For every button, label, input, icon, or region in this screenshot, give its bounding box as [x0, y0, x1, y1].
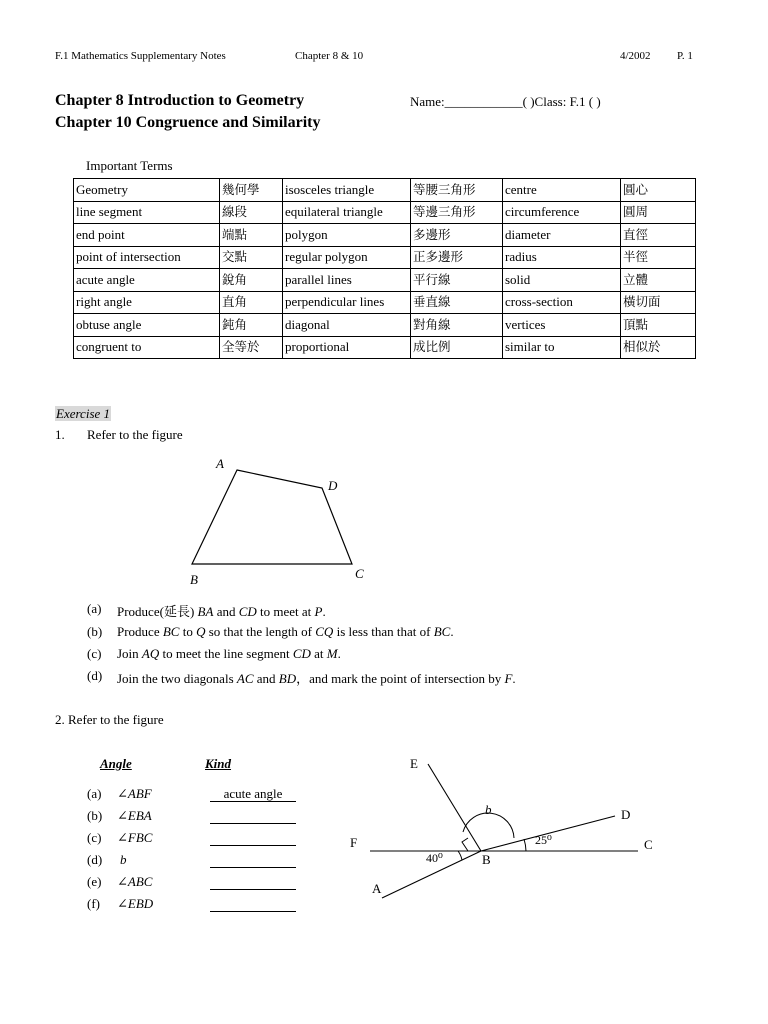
header-date: 4/2002	[620, 50, 651, 62]
term-chinese: 線段	[220, 201, 283, 224]
part-text-fragment: so that the length of	[205, 624, 316, 639]
vertex-label-b: B	[190, 572, 198, 587]
term-chinese: 圓周	[621, 201, 696, 224]
term-english: point of intersection	[74, 246, 220, 269]
q2-kind-blank[interactable]	[210, 830, 296, 846]
math-variable: Q	[196, 624, 206, 639]
math-variable: AQ	[141, 646, 160, 661]
part-text-fragment: and	[213, 604, 239, 619]
header-course: F.1 Mathematics Supplementary Notes	[55, 50, 226, 62]
q2-angle: ∠EBA	[117, 808, 152, 823]
point-label-d: D	[621, 807, 631, 822]
term-english: end point	[74, 224, 220, 247]
terms-caption: Important Terms	[86, 158, 173, 173]
term-chinese: 直角	[220, 291, 283, 314]
math-variable: F	[504, 671, 513, 686]
term-chinese: 圓心	[621, 179, 696, 202]
math-variable: CD	[238, 604, 257, 619]
part-text-fragment: Produce	[117, 624, 163, 639]
term-english: radius	[503, 246, 621, 269]
point-label-c: C	[644, 837, 653, 852]
q1-part-text	[117, 624, 454, 640]
part-text-fragment: Produce(	[117, 604, 164, 619]
term-chinese: 交點	[220, 246, 283, 269]
q1-prompt: Refer to the figure	[87, 427, 183, 442]
term-chinese: 半徑	[621, 246, 696, 269]
math-variable: P	[314, 604, 323, 619]
terms-table	[73, 178, 696, 359]
exercise1-label: Exercise 1	[56, 406, 111, 421]
point-label-f: F	[350, 835, 358, 850]
angle-label-b: b	[485, 802, 492, 817]
q1-part-label: (a)	[87, 601, 102, 616]
term-english: obtuse angle	[74, 314, 220, 337]
term-english: centre	[503, 179, 621, 202]
header-page: P. 1	[677, 50, 693, 62]
part-text-fragment: )	[189, 604, 198, 619]
q2-row-label: (d)	[87, 852, 103, 867]
terms-row	[74, 179, 696, 202]
term-english: diagonal	[283, 314, 411, 337]
part-text-fragment: .	[512, 671, 516, 686]
term-chinese: 端點	[220, 224, 283, 247]
part-text-fragment: to meet at	[256, 604, 315, 619]
term-chinese: 橫切面	[621, 291, 696, 314]
term-english: diameter	[503, 224, 621, 247]
part-text-fragment: .	[337, 646, 341, 661]
q2-kind-blank[interactable]	[210, 896, 296, 912]
part-text-fragment: 延長	[163, 605, 190, 620]
terms-row	[74, 201, 696, 224]
q2-row-label: (b)	[87, 808, 103, 823]
term-english: similar to	[503, 336, 621, 359]
part-text-fragment: at	[310, 646, 327, 661]
q2-angle: b	[120, 852, 127, 867]
terms-row	[74, 269, 696, 292]
q1-part-label: (b)	[87, 624, 103, 639]
term-chinese: 全等於	[220, 336, 283, 359]
term-english: perpendicular lines	[283, 291, 411, 314]
term-chinese: 正多邊形	[411, 246, 503, 269]
terms-row	[74, 314, 696, 337]
math-variable: CD	[292, 646, 311, 661]
term-english: circumference	[503, 201, 621, 224]
angle-label-40: 40⁰	[426, 851, 443, 865]
q2-kind-blank[interactable]	[210, 808, 296, 824]
q2-row-label: (f)	[87, 896, 100, 911]
q2-kind-blank[interactable]	[210, 852, 296, 868]
vertex-label-a: A	[216, 456, 224, 471]
term-chinese: 鈍角	[220, 314, 283, 337]
angles-figure	[340, 752, 670, 912]
part-text-fragment: to meet the line segment	[159, 646, 293, 661]
math-variable: BC	[162, 624, 180, 639]
term-english: line segment	[74, 201, 220, 224]
col-kind-header: Kind	[205, 756, 232, 771]
term-chinese: 銳角	[220, 269, 283, 292]
angle-label-25: 25⁰	[535, 833, 552, 847]
q2-angle: ∠FBC	[117, 830, 153, 845]
q1-part-text	[117, 668, 516, 687]
point-label-a: A	[372, 881, 382, 896]
q2-kind-answer: acute angle	[210, 786, 296, 802]
q2-angle: ∠ABF	[117, 786, 152, 801]
term-english: parallel lines	[283, 269, 411, 292]
part-text-fragment: .	[322, 604, 326, 619]
term-chinese: 立體	[621, 269, 696, 292]
q2-angle: ∠EBD	[117, 896, 154, 911]
name-class-field: Name:____________( )Class: F.1 ( )	[410, 94, 601, 109]
term-chinese: 多邊形	[411, 224, 503, 247]
chapter10-title: Chapter 10 Congruence and Similarity	[55, 114, 321, 131]
terms-row	[74, 246, 696, 269]
part-text-fragment: Join	[117, 646, 142, 661]
chapter8-title: Chapter 8 Introduction to Geometry	[55, 92, 305, 109]
q2-row-label: (c)	[87, 830, 102, 845]
term-chinese: 等腰三角形	[411, 179, 503, 202]
part-text-fragment: to	[179, 624, 197, 639]
term-english: acute angle	[74, 269, 220, 292]
term-english: regular polygon	[283, 246, 411, 269]
quadrilateral-figure	[180, 450, 380, 595]
terms-row	[74, 291, 696, 314]
term-english: Geometry	[74, 179, 220, 202]
math-variable: BC	[433, 624, 451, 639]
term-chinese: 成比例	[411, 336, 503, 359]
part-text-fragment: is less than that of	[333, 624, 434, 639]
q1-part-label: (d)	[87, 668, 103, 683]
q1-part-label: (c)	[87, 646, 102, 661]
term-chinese: 幾何學	[220, 179, 283, 202]
part-text-fragment: ，and mark the point of intersection by	[296, 671, 505, 686]
point-label-e: E	[410, 756, 418, 771]
term-chinese: 等邊三角形	[411, 201, 503, 224]
part-text-fragment: .	[450, 624, 454, 639]
term-chinese: 直徑	[621, 224, 696, 247]
term-chinese: 垂直線	[411, 291, 503, 314]
part-text-fragment: and	[253, 671, 279, 686]
term-chinese: 對角線	[411, 314, 503, 337]
q1-part-text	[117, 601, 326, 620]
math-variable: CQ	[315, 624, 334, 639]
vertex-label-c: C	[355, 566, 364, 581]
q2-row-label: (e)	[87, 874, 102, 889]
vertex-label-d: D	[328, 478, 338, 493]
term-english: vertices	[503, 314, 621, 337]
term-english: cross-section	[503, 291, 621, 314]
term-english: congruent to	[74, 336, 220, 359]
term-chinese: 平行線	[411, 269, 503, 292]
term-chinese: 頂點	[621, 314, 696, 337]
q1-number: 1.	[55, 427, 65, 442]
terms-row	[74, 336, 696, 359]
header-chapters: Chapter 8 & 10	[295, 50, 364, 62]
q2-prompt: 2. Refer to the figure	[55, 712, 164, 727]
term-english: isosceles triangle	[283, 179, 411, 202]
term-chinese: 相似於	[621, 336, 696, 359]
q2-angle: ∠ABC	[117, 874, 153, 889]
term-english: proportional	[283, 336, 411, 359]
q2-kind-blank[interactable]	[210, 874, 296, 890]
col-angle-header: Angle	[100, 756, 132, 771]
math-variable: AC	[236, 671, 254, 686]
term-english: right angle	[74, 291, 220, 314]
q1-part-text	[117, 646, 341, 662]
terms-row	[74, 224, 696, 247]
point-label-b: B	[482, 852, 491, 867]
math-variable: M	[326, 646, 338, 661]
term-english: equilateral triangle	[283, 201, 411, 224]
part-text-fragment: Join the two diagonals	[117, 671, 237, 686]
math-variable: BD	[278, 671, 297, 686]
term-english: polygon	[283, 224, 411, 247]
math-variable: BA	[197, 604, 214, 619]
term-english: solid	[503, 269, 621, 292]
q2-row-label: (a)	[87, 786, 102, 801]
